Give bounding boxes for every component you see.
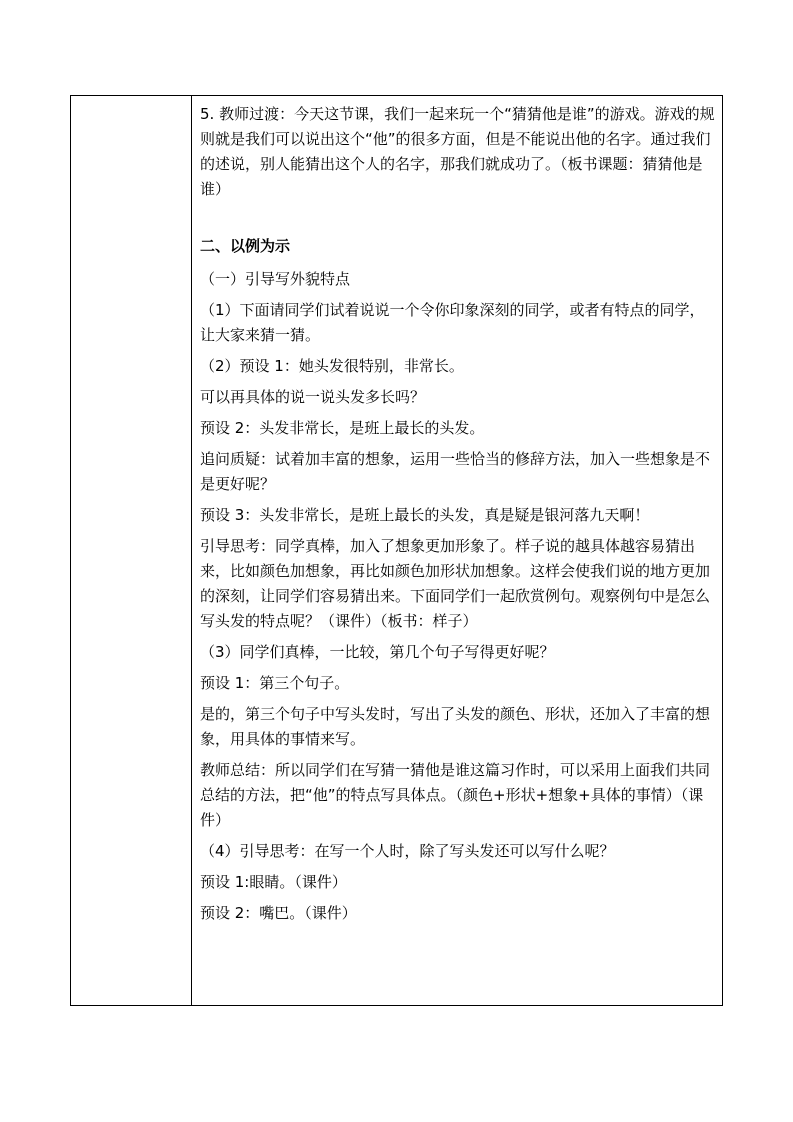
paragraph-preset-eyes: 预设 1:眼睛。（课件） bbox=[200, 873, 347, 891]
paragraph-item-4: （4）引导思考：在写一个人时，除了写头发还可以写什么呢？ bbox=[200, 842, 615, 860]
paragraph-guided-thinking: 引导思考：同学真棒，加入了想象更加形象了。样子说的越具体越容易猜出来，比如颜色加想象，再比如颜色加形状加想象。这样会使我们说的地方更加的深刻，让同学们容易猜出来。下面同学们一起欣赏例句。观察例句中是怎么写头发的特点呢？（课件）（板书：样子） bbox=[200, 537, 711, 630]
paragraph-item-2: （2）预设 1：她头发很特别，非常长。 bbox=[200, 357, 464, 375]
paragraph-preset-3: 预设 3：头发非常长，是班上最长的头发，真是疑是银河落九天啊！ bbox=[200, 506, 650, 524]
blank-line bbox=[200, 208, 716, 218]
paragraph-item-3: （3）同学们真棒，一比较，第几个句子写得更好呢？ bbox=[200, 643, 555, 661]
lesson-content bbox=[200, 102, 716, 932]
paragraph-preset-mouth: 预设 2：嘴巴。（课件） bbox=[200, 904, 357, 922]
subsection-heading: （一）引导写外貌特点 bbox=[200, 270, 351, 288]
paragraph-probe: 追问质疑：试着加丰富的想象，运用一些恰当的修辞方法，加入一些想象是不是更好呢？ bbox=[200, 450, 711, 493]
paragraph-follow-up-question: 可以再具体的说一说头发多长吗？ bbox=[200, 388, 426, 406]
paragraph-explanation: 是的，第三个句子中写头发时，写出了头发的颜色、形状，还加入了丰富的想象，用具体的事情来写。 bbox=[200, 705, 711, 748]
lesson-table bbox=[70, 95, 723, 1006]
paragraph-preset-2: 预设 2：头发非常长，是班上最长的头发。 bbox=[200, 419, 485, 437]
paragraph-teacher-summary: 教师总结：所以同学们在写猜一猜他是谁这篇习作时，可以采用上面我们共同总结的方法，把“他”的特点写具体点。（颜色+形状+想象+具体的事情）（课件） bbox=[200, 761, 711, 829]
table-left-column bbox=[71, 96, 192, 1005]
section-heading: 二、以例为示 bbox=[200, 237, 291, 255]
paragraph-item-1: （1）下面请同学们试着说说一个令你印象深刻的同学，或者有特点的同学，让大家来猜一猜。 bbox=[200, 301, 705, 344]
paragraph-preset-answer: 预设 1：第三个句子。 bbox=[200, 674, 350, 692]
paragraph-teacher-transition: 5. 教师过渡：今天这节课，我们一起来玩一个“猜猜他是谁”的游戏。游戏的规则就是我们可以说出这个“他”的很多方面，但是不能说出他的名字。通过我们的述说，别人能猜出这个人的名字，那我们就成功了。（板书课题：猜猜他是谁） bbox=[200, 105, 715, 198]
table-right-column bbox=[192, 96, 722, 1005]
